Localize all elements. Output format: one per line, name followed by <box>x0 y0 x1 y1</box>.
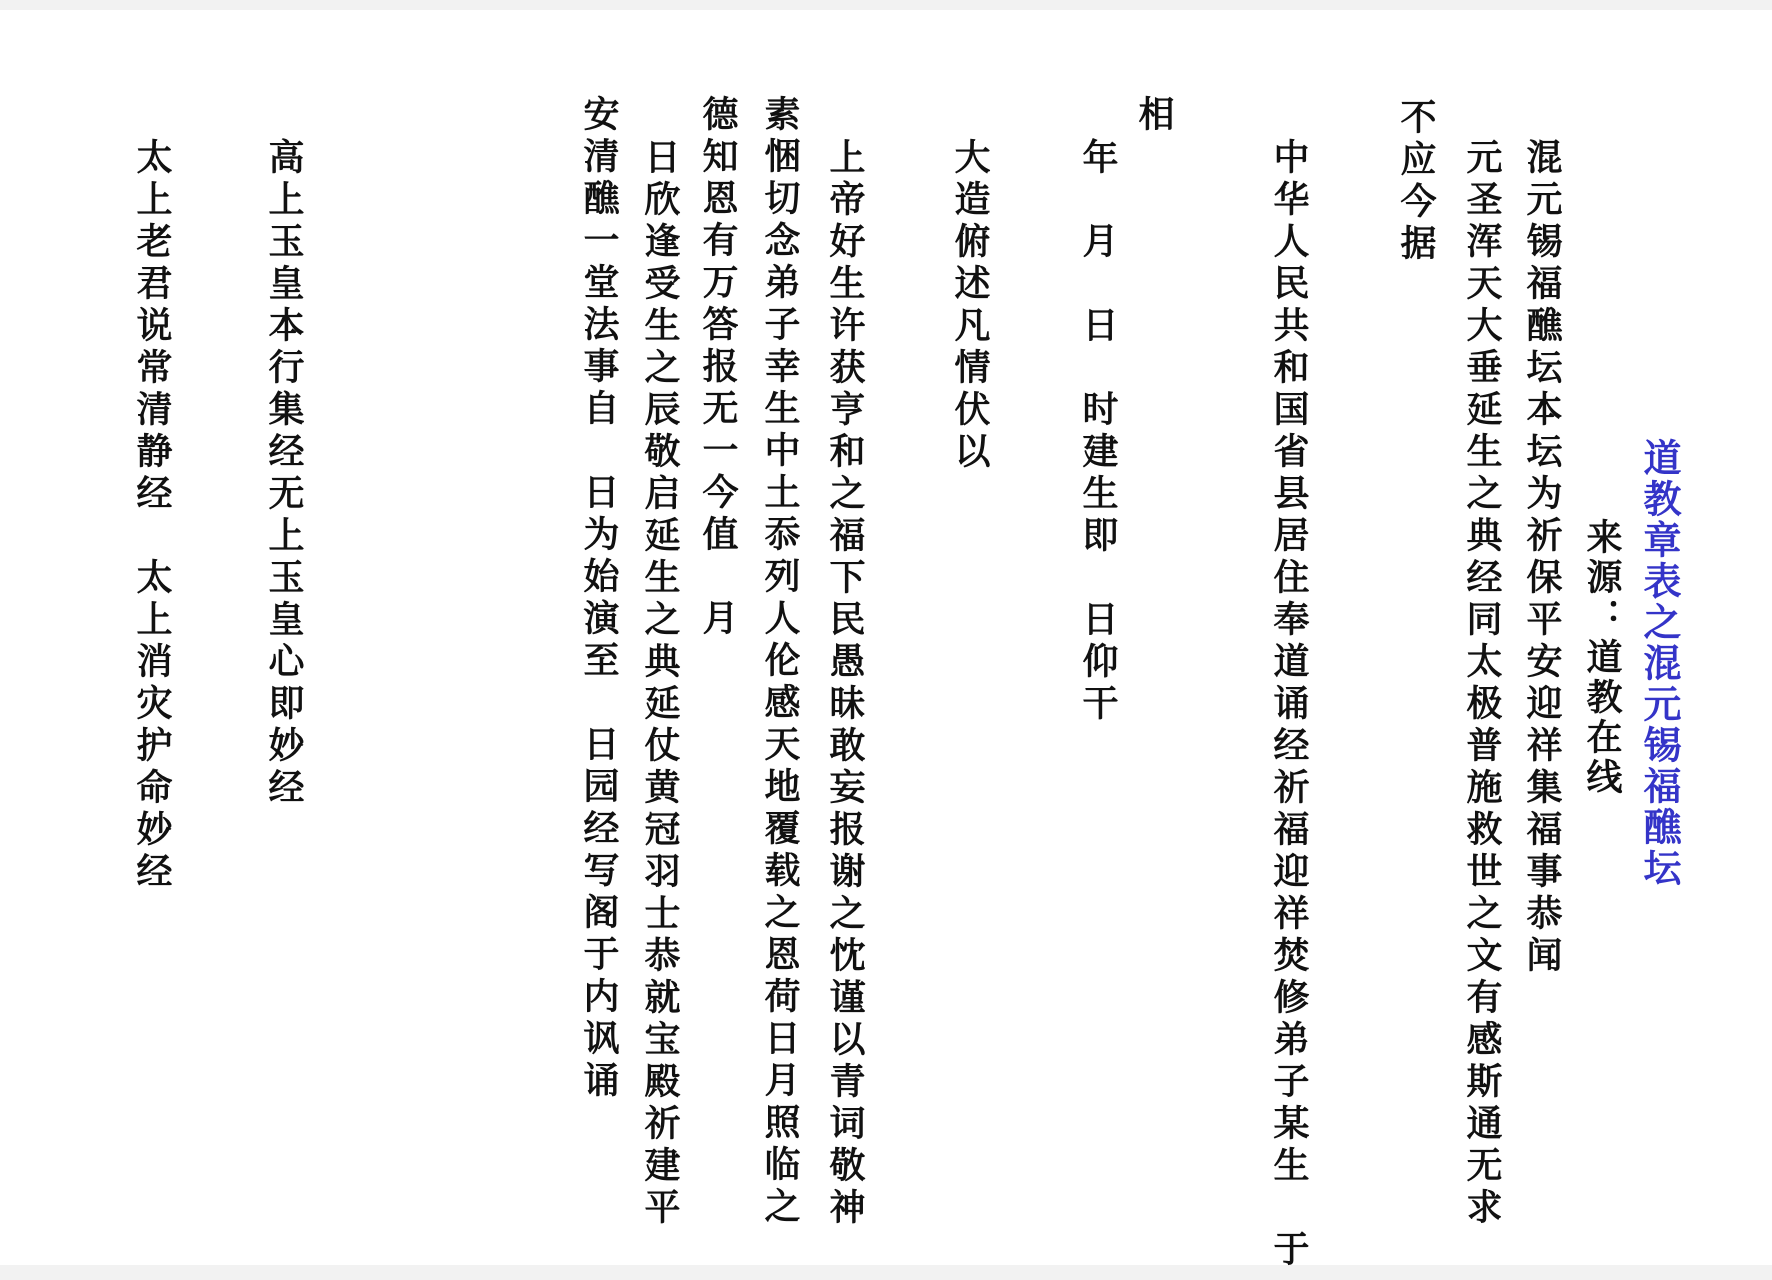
text-column-13: 高上玉皇本行集经无上玉皇心即妙经 <box>263 138 305 810</box>
text-column-9: 素悃切念弟子幸生中土忝列人伦感天地覆载之恩荷日月照临之 <box>759 95 801 1229</box>
text-column-10: 德知恩有万答报无一今值 月 <box>697 95 739 641</box>
text-column-11: 日欣逢受生之辰敬启延生之典延仗黄冠羽士恭就宝殿祈建平 <box>639 138 681 1230</box>
text-column-12: 安清醮一堂法事自 日为始演至 日园经写阁于内讽诵 <box>578 95 620 1103</box>
document-page <box>0 10 1772 1272</box>
text-column-5: 相 <box>1133 95 1175 137</box>
text-column-1: 混元锡福醮坛本坛为祈保平安迎祥集福事恭闻 <box>1521 138 1563 978</box>
text-column-3: 不应今据 <box>1395 98 1437 266</box>
text-column-8: 上帝好生许获亨和之福下民愚昧敢妄报谢之忱谨以青词敬神 <box>824 138 866 1230</box>
text-column-6: 年 月 日 时建生即 日仰干 <box>1077 138 1119 726</box>
document-source: 来源：道教在线 <box>1581 518 1623 798</box>
text-column-4: 中华人民共和国省县居住奉道诵经祈福迎祥焚修弟子某生 于 <box>1268 138 1310 1272</box>
document-title: 道教章表之混元锡福醮坛 <box>1637 438 1682 889</box>
text-column-7: 大造俯述凡情伏以 <box>949 138 991 474</box>
text-column-14: 太上老君说常清静经 太上消灾护命妙经 <box>131 138 173 894</box>
text-column-2: 元圣浑天大垂延生之典经同太极普施救世之文有感斯通无求 <box>1461 138 1503 1230</box>
